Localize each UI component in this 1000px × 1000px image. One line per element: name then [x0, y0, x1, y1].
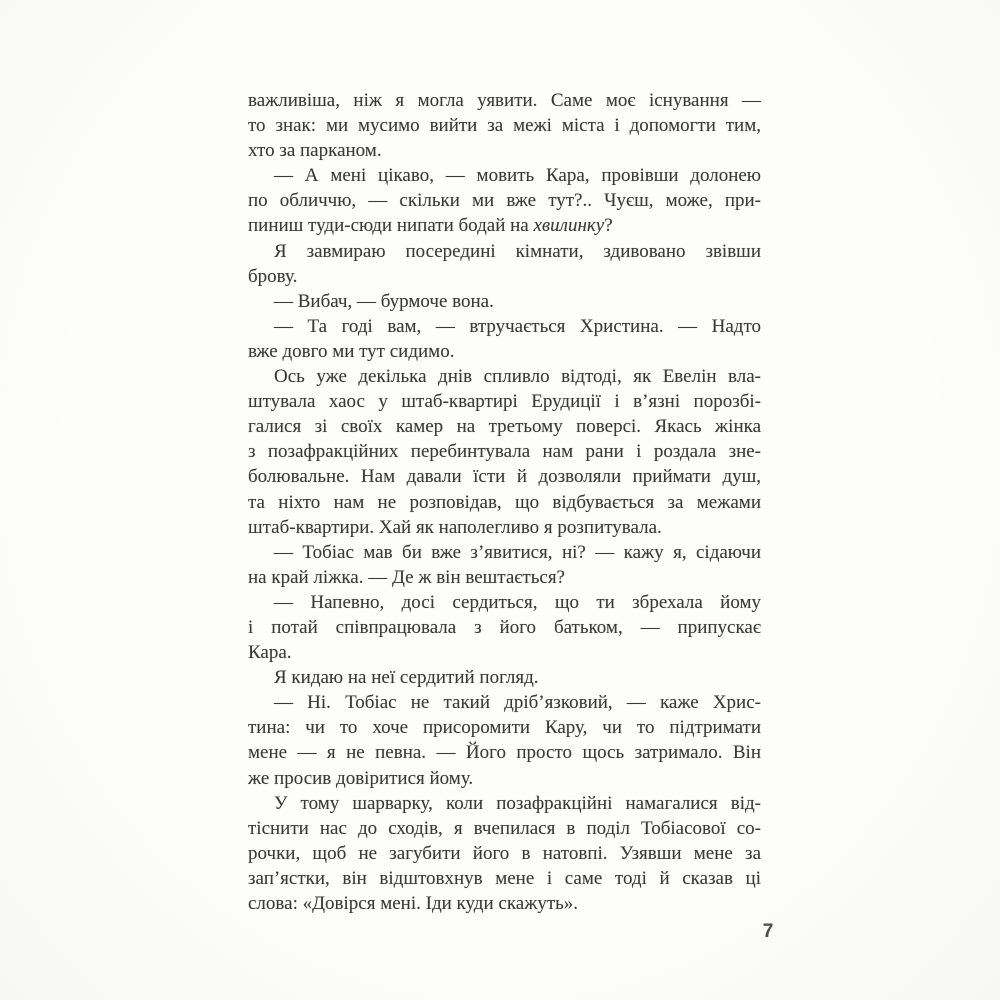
- text-line: Я кидаю на неї сердитий погляд.: [274, 667, 539, 689]
- text-line: — Ні. Тобіас не такий дріб’язковий, — каже Хрис-: [274, 692, 761, 714]
- text-line: тина: чи то хоче присоромити Кару, чи то підтримати: [248, 717, 761, 739]
- text-line: хто за парканом.: [248, 140, 382, 162]
- text-line: Кара.: [248, 642, 292, 664]
- text-line: мене — я не певна. — Його просто щось затримало. Він: [248, 742, 761, 764]
- text-line: важливіша, ніж я могла уявити. Саме моє існування —: [248, 90, 761, 111]
- text-line: вже довго ми тут сидимо.: [248, 340, 455, 362]
- page-number: 7: [762, 921, 774, 942]
- text-line: штувала хаос у штаб-квартирі Ерудиції і в’язні порозбі-: [248, 391, 761, 413]
- text-line: рочки, щоб не загубити його в натовпі. Узявши мене за: [248, 842, 761, 864]
- text-line: — Вибач, — бурмоче вона.: [274, 290, 494, 312]
- text-line: брову.: [248, 265, 298, 287]
- text-line: та ніхто нам не розповідав, що відбувається за межами: [248, 491, 761, 513]
- text-line: зап’ястки, він відштовхнув мене і саме тоді й сказав ці: [248, 867, 761, 889]
- text-line: з позафракційних перебинтувала нам рани і роздала зне-: [248, 441, 761, 463]
- text-line: — А мені цікаво, — мовить Кара, провівши долонею: [274, 165, 761, 187]
- text-line: Я завмираю посередині кімнати, здивовано звівши: [274, 240, 761, 262]
- text-line: галися зі своїх камер на третьому поверсі. Якась жінка: [248, 416, 761, 438]
- page-text: [248, 88, 761, 916]
- text-line: болювальне. Нам давали їсти й дозволяли приймати душ,: [248, 466, 761, 488]
- text-line: [248, 213, 761, 238]
- text-line: то знак: ми мусимо вийти за межі міста і допомогти тим,: [248, 115, 761, 137]
- text-line: Ось уже декілька днів спливло відтоді, як Евелін вла-: [274, 366, 761, 388]
- text-line: — Тобіас мав би вже з’явитися, ні? — кажу я, сідаючи: [274, 541, 761, 563]
- text-line: У тому шарварку, коли позафракційні намагалися від-: [274, 792, 761, 814]
- text-line: — Напевно, досі сердиться, що ти збрехала йому: [274, 591, 761, 613]
- text-line: по обличчю, — скільки ми вже тут?.. Чуєш, може, при-: [248, 190, 761, 212]
- text-line: тіснити нас до сходів, я вчепилася в поділ Тобіасової со-: [248, 817, 761, 839]
- text-line: слова: «Довірся мені. Іди куди скажуть».: [248, 893, 579, 914]
- text-line: на край ліжка. — Де ж він вештається?: [248, 566, 565, 588]
- text-segment: пиниш туди-сюди нипати бодай на: [248, 215, 534, 237]
- text-line: — Та годі вам, — втручається Христина. — Надто: [274, 315, 761, 337]
- text-segment: ?: [604, 215, 613, 237]
- text-line: штаб-квартири. Хай як наполегливо я розпитувала.: [248, 516, 662, 538]
- text-line: же просив довіритися йому.: [248, 767, 474, 789]
- text-line: і потай співпрацювала з його батьком, — припускає: [248, 616, 761, 638]
- italic-text: хвилинку: [533, 215, 605, 237]
